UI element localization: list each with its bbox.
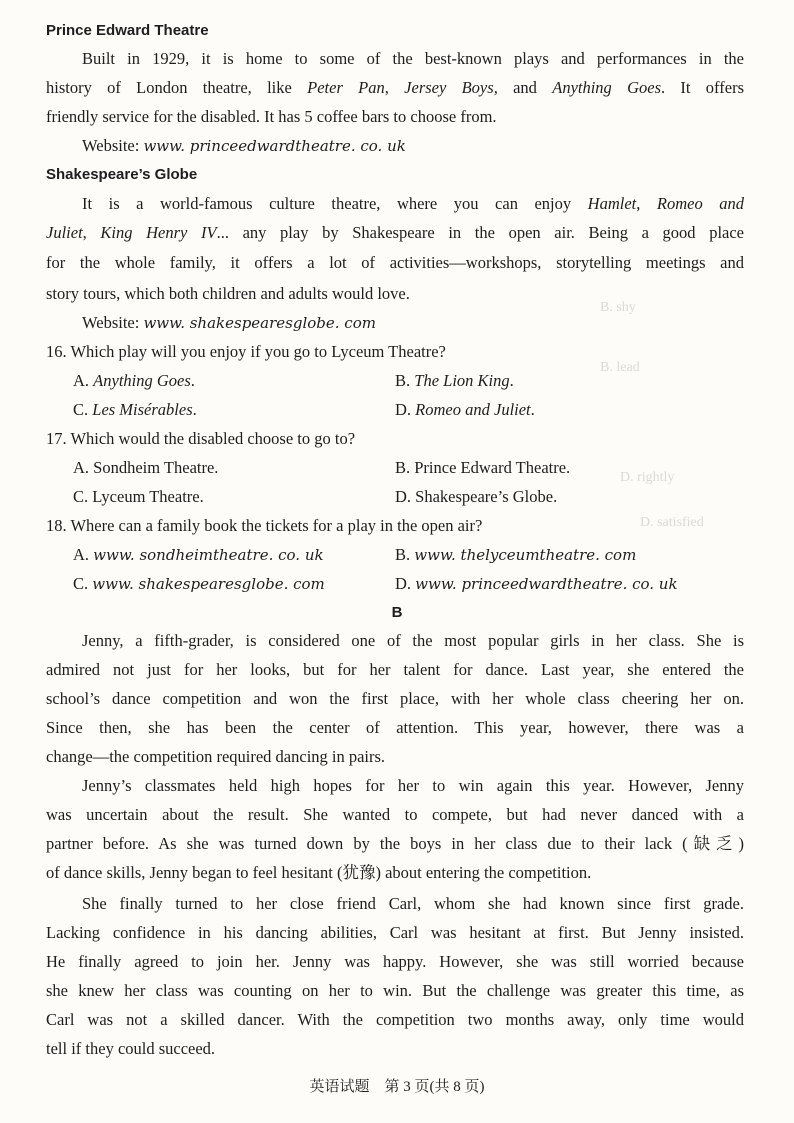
q17-option-b[interactable]: B. Prince Edward Theatre.: [395, 458, 571, 477]
website-url: www. princeedwardtheatre. co. uk: [143, 137, 406, 155]
passage-line: admired not just for her looks, but for her talent for dance. Last year, she entered the: [46, 660, 744, 679]
passage-line: Jenny’s classmates held high hopes for her to win again this year. However, Jenny: [82, 776, 744, 795]
passage-line: school’s dance competition and won the first place, with her whole class cheering her on.: [46, 689, 744, 708]
question-18-stem: 18. Where can a family book the tickets for a play in the open air?: [46, 516, 483, 535]
globe-heading: Shakespeare’s Globe: [46, 166, 198, 183]
prince-edward-heading: Prince Edward Theatre: [46, 22, 209, 39]
globe-text: for the whole family, it offers a lot of activities—workshops, storytelling meetings and: [46, 253, 744, 272]
passage-line: change—the competition required dancing in pairs.: [46, 747, 386, 766]
q16-option-a[interactable]: A. Anything Goes.: [73, 371, 195, 390]
passage-line: She finally turned to her close friend Carl, whom she had known since first grade.: [82, 894, 744, 913]
bleed-through-text: D. rightly: [620, 470, 675, 485]
passage-line: partner before. As she was turned down by the boys in her class due to their lack (缺乏): [46, 834, 744, 853]
q17-option-a[interactable]: A. Sondheim Theatre.: [73, 458, 219, 477]
q18-option-b[interactable]: B. www. thelyceumtheatre. com: [395, 545, 637, 564]
q16-option-d[interactable]: D. Romeo and Juliet.: [395, 400, 535, 419]
prince-edward-website: Website: www. princeedwardtheatre. co. uk: [82, 136, 406, 155]
q17-option-d[interactable]: D. Shakespeare’s Globe.: [395, 487, 558, 506]
passage-line: Lacking confidence in his dancing abilities, Carl was hesitant at first. But Jenny insisted.: [46, 923, 744, 942]
prince-edward-text: friendly service for the disabled. It has 5 coffee bars to choose from.: [46, 107, 497, 126]
passage-line: Since then, she has been the center of attention. This year, however, there was a: [46, 718, 744, 737]
bleed-through-text: D. satisfied: [640, 515, 704, 530]
passage-line: tell if they could succeed.: [46, 1039, 216, 1058]
q16-option-c[interactable]: C. Les Misérables.: [73, 400, 197, 419]
passage-line: she knew her class was counting on her to win. But the challenge was greater this time, as: [46, 981, 744, 1000]
passage-line: was uncertain about the result. She wanted to compete, but had never danced with a: [46, 805, 744, 824]
passage-line: He finally agreed to join her. Jenny was happy. However, she was still worried because: [46, 952, 744, 971]
prince-edward-text: Built in 1929, it is home to some of the best-known plays and performances in the: [82, 49, 744, 68]
q18-option-a[interactable]: A. www. sondheimtheatre. co. uk: [73, 545, 324, 564]
q16-option-b[interactable]: B. The Lion King.: [395, 371, 514, 390]
prince-edward-text: history of London theatre, like Peter Pan, Jersey Boys, and Anything Goes. It offers: [46, 78, 744, 97]
passage-line: Jenny, a fifth-grader, is considered one of the most popular girls in her class. She is: [82, 631, 744, 650]
globe-website: Website: www. shakespearesglobe. com: [82, 313, 376, 332]
passage-line: Carl was not a skilled dancer. With the competition two months away, only time would: [46, 1010, 744, 1029]
globe-text: It is a world-famous culture theatre, where you can enjoy Hamlet, Romeo and: [82, 194, 745, 213]
globe-text: Juliet, King Henry IV... any play by Shakespeare in the open air. Being a good place: [46, 223, 744, 242]
globe-text: story tours, which both children and adults would love.: [46, 284, 410, 303]
question-16-stem: 16. Which play will you enjoy if you go to Lyceum Theatre?: [46, 342, 446, 361]
passage-line: of dance skills, Jenny began to feel hesitant (犹豫) about entering the competition.: [46, 863, 592, 882]
website-url: www. shakespearesglobe. com: [143, 314, 376, 332]
q17-option-c[interactable]: C. Lyceum Theatre.: [73, 487, 204, 506]
bleed-through-text: B. lead: [600, 360, 640, 375]
question-17-stem: 17. Which would the disabled choose to go to?: [46, 429, 356, 448]
page-footer: 英语试题 第 3 页(共 8 页): [309, 1079, 485, 1095]
section-b-heading: B: [391, 604, 403, 621]
q18-option-d[interactable]: D. www. princeedwardtheatre. co. uk: [395, 574, 678, 593]
bleed-through-text: B. shy: [600, 300, 636, 315]
q18-option-c[interactable]: C. www. shakespearesglobe. com: [73, 574, 325, 593]
